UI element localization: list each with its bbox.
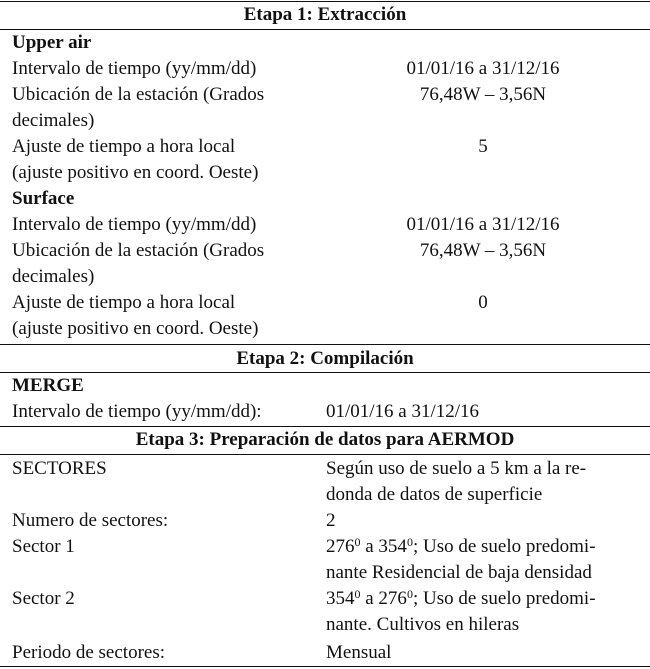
- stage2-rule: [0, 372, 650, 373]
- upper-air-adjust-label-line2: (ajuste positivo en coord. Oeste): [12, 162, 259, 183]
- sector2-value-line2: nante. Cultivos en hileras: [326, 614, 520, 635]
- sector1-start: 276: [326, 536, 355, 557]
- surface-adjust-value: 0: [478, 292, 488, 313]
- upper-air-interval-value: 01/01/16 a 31/12/16: [406, 58, 560, 79]
- upper-air-location-value: 76,48W – 3,56N: [419, 84, 547, 105]
- sector1-value-line2: nante Residencial de baja densidad: [326, 562, 592, 583]
- stage3-rule: [0, 454, 650, 455]
- sectores-label: SECTORES: [12, 458, 107, 479]
- sector2-start-degree: 0: [354, 587, 361, 601]
- merge-interval-value: 01/01/16 a 31/12/16: [326, 401, 480, 422]
- surface-location-label-line1: Ubicación de la estación (Grados: [12, 240, 265, 261]
- sector1-start-degree: 0: [354, 535, 361, 549]
- stage2-title: Etapa 2: Compilación: [236, 348, 414, 369]
- sector1-end-degree: 0: [406, 535, 413, 549]
- merge-interval-label: Intervalo de tiempo (yy/mm/dd):: [12, 401, 262, 422]
- sector1-mid: a 354: [360, 536, 407, 557]
- stage1-title: Etapa 1: Extracción: [243, 4, 407, 25]
- upper-air-interval-label: Intervalo de tiempo (yy/mm/dd): [12, 58, 257, 79]
- merge-heading: MERGE: [12, 375, 84, 396]
- sector2-end-degree: 0: [406, 587, 413, 601]
- sector2-rest: ; Uso de suelo predomi-: [412, 588, 596, 609]
- sector1-value-line1: [326, 534, 638, 560]
- surface-location-value: 76,48W – 3,56N: [419, 240, 547, 261]
- period-label: Periodo de sectores:: [12, 642, 166, 663]
- sector2-label: Sector 2: [12, 588, 75, 609]
- sectores-value-line2: donda de datos de superficie: [326, 484, 543, 505]
- surface-adjust-label-line2: (ajuste positivo en coord. Oeste): [12, 318, 259, 339]
- stage2-top-rule: [0, 344, 650, 345]
- upper-air-adjust-label-line1: Ajuste de tiempo a hora local: [12, 136, 236, 157]
- surface-interval-label: Intervalo de tiempo (yy/mm/dd): [12, 214, 257, 235]
- sector2-mid: a 276: [360, 588, 407, 609]
- stage1-rule: [0, 29, 650, 30]
- upper-air-location-label-line1: Ubicación de la estación (Grados: [12, 84, 265, 105]
- surface-adjust-label-line1: Ajuste de tiempo a hora local: [12, 292, 236, 313]
- upper-air-location-label-line2: decimales): [12, 110, 95, 131]
- bottom-rule: [0, 666, 650, 667]
- sector1-rest: ; Uso de suelo predomi-: [412, 536, 596, 557]
- sector2-start: 354: [326, 588, 355, 609]
- sector1-label: Sector 1: [12, 536, 75, 557]
- num-sectores-value: 2: [326, 510, 336, 531]
- num-sectores-label: Numero de sectores:: [12, 510, 169, 531]
- sector2-value-line1: [326, 586, 638, 612]
- upper-air-heading: Upper air: [12, 32, 92, 53]
- sectores-value-line1: Según uso de suelo a 5 km a la re-: [326, 458, 587, 479]
- upper-air-adjust-value: 5: [478, 136, 488, 157]
- period-value: Mensual: [326, 642, 392, 663]
- surface-interval-value: 01/01/16 a 31/12/16: [406, 214, 560, 235]
- stage3-title: Etapa 3: Preparación de datos para AERMOD: [135, 429, 515, 450]
- surface-location-label-line2: decimales): [12, 266, 95, 287]
- surface-heading: Surface: [12, 188, 75, 209]
